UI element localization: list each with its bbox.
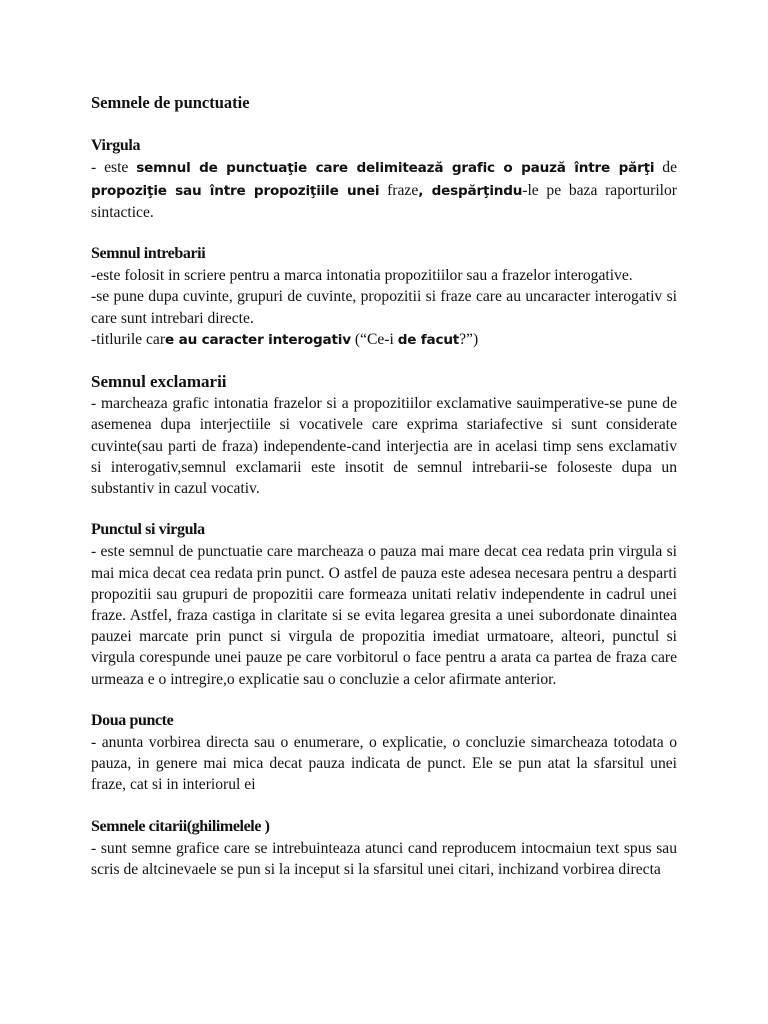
document-body (91, 135, 677, 880)
paragraph: -se pune dupa cuvinte, grupuri de cuvinte, propozitii si fraze care au uncaracter interogativ si care sunt intrebari directe. (91, 288, 677, 327)
bold-text: , despărţindu (418, 182, 523, 199)
paragraph: - anunta vorbirea directa sau o enumerare, o explicatie, o concluzie simarcheaza totodata o pauza, in genere mai mica decat pauza indicata de punct. Ele se pun atat la sfarsitul unei fraze, cat si in interiorul ei (91, 734, 677, 794)
paragraph: - este semnul de punctuatie care marcheaza o pauza mai mare decat cea redata prin virgula si mai mica decat cea redata prin punct. O astfel de pauza este adesea necesara pentru a desparti propozitii sau grupuri de propozitii care formeaza unitati relativ independente in cadrul unei fraze. Astfel, fraza castiga in claritate si se evita legarea gresita a unei subordonate dinaintea pauzei marcate prin punct si virgula de propozitia imediat urmatoare, alteori, punctul si virgula corespunde unei pauze pe care vorbitorul o face pentru a arata ca partea de fraza care urmeaza e o intregire,o explicatie sau o concluzie a celor afirmate anterior. (91, 543, 677, 688)
document-title: Semnele de punctuatie (91, 93, 250, 112)
section-punctul-si-virgula (91, 519, 677, 690)
bold-text: propoziţie sau între propoziţiile unei (91, 182, 380, 199)
paragraph: -este folosit in scriere pentru a marca intonatia propozitiilor sau a frazelor interogative. (91, 267, 633, 285)
document-page (91, 92, 677, 900)
section-heading: Virgula (91, 137, 141, 155)
section-heading: Semnele citarii(ghilimelele ) (91, 817, 270, 835)
bold-text: semnul de punctuaţie care delimitează grafic o pauză între părţi (136, 160, 655, 177)
section-heading: Punctul si virgula (91, 521, 205, 539)
section-semnele-citarii (91, 816, 677, 881)
section-heading: Semnul intrebarii (91, 245, 206, 263)
section-heading: Semnul exclamarii (91, 372, 227, 392)
paragraph: - sunt semne grafice care se intrebuinteaza atunci cand reproducem intocmaiun text spus sau scris de altcinevaele se pun si la inceput si la sfarsitul unei citari, inchizand vorbirea directa (91, 839, 677, 879)
section-semnul-exclamarii (91, 371, 677, 499)
section-doua-puncte (91, 710, 677, 796)
paragraph: -titlurile care au caracter interogativ (“Ce-i de facut?”) (91, 330, 479, 348)
section-semnul-intrebarii (91, 243, 677, 351)
bold-text: de facut (397, 331, 460, 348)
paragraph: - este semnul de punctuaţie care delimitează grafic o pauză între părţi de propoziţie sau între propoziţiile unei fraze, despărţindu-le pe baza raporturilor sintactice. (91, 159, 677, 221)
section-virgula (91, 135, 677, 223)
paragraph: - marcheaza grafic intonatia frazelor si a propozitiilor exclamative sauimperative-se pune de asemenea dupa interjectiile si vocativele care exprima stariafective si sunt considerate cuvinte(sau parti de fraza) independente-cand interjectia are in acelasi timp sens exclamativ si interogativ,semnul exclamarii este insotit de semnul intrebarii-se foloseste dupa un substantiv in cazul vocativ. (91, 395, 677, 498)
bold-text: e au caracter interogativ (165, 331, 351, 348)
section-heading: Doua puncte (91, 711, 174, 729)
